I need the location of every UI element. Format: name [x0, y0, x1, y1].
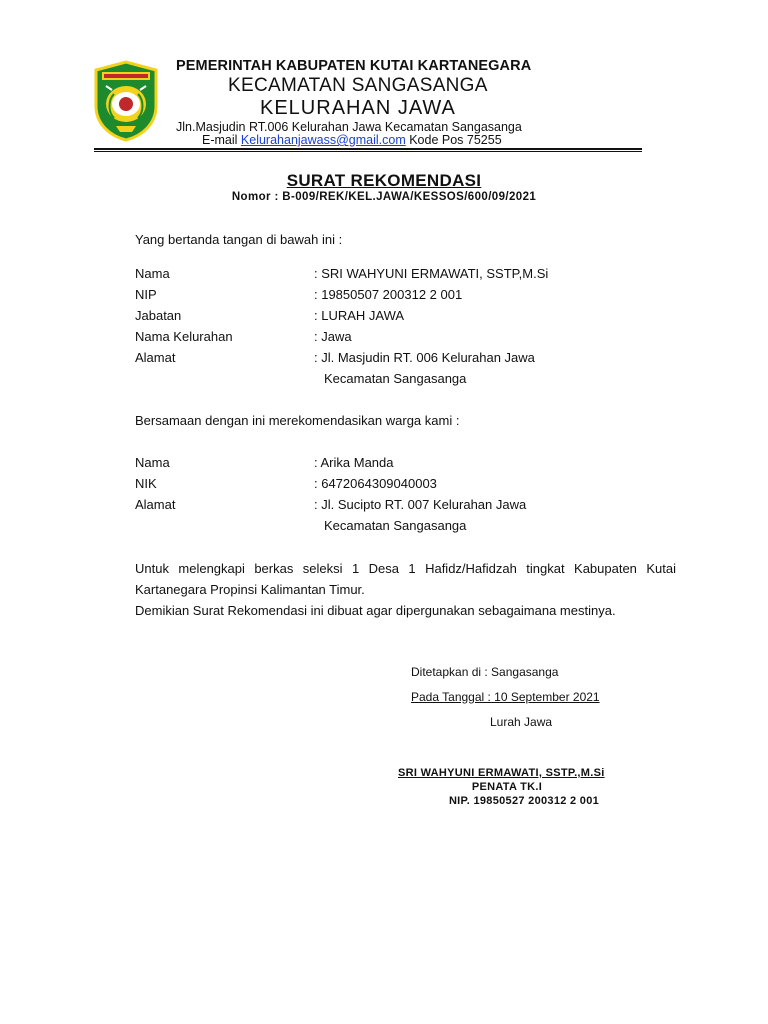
email-prefix: E-mail [202, 133, 241, 147]
purpose-paragraph: Untuk melengkapi berkas seleksi 1 Desa 1 Hafidz/Hafidzah tingkat Kabupaten Kutai Kartanegara Propinsi Kalimantan Timur. [135, 561, 676, 597]
letterhead-contact [202, 133, 502, 147]
postcode: Kode Pos 75255 [405, 133, 502, 147]
signature-place: Ditetapkan di : Sangasanga [411, 665, 559, 679]
signer-value-address: : Jl. Masjudin RT. 006 Kelurahan Jawa [314, 350, 535, 365]
citizen-value-nik: : 6472064309040003 [314, 476, 437, 491]
citizen-label-name: Nama [135, 455, 170, 470]
signer-label-name: Nama [135, 266, 170, 281]
signature-position: Lurah Jawa [490, 715, 553, 729]
letterhead-village: KELURAHAN JAWA [260, 97, 456, 119]
regency-emblem-icon [92, 60, 160, 142]
signer-value-nip: : 19850507 200312 2 001 [314, 287, 463, 302]
signature-date: Pada Tanggal : 10 September 2021 [411, 690, 600, 704]
letterhead-government: PEMERINTAH KABUPATEN KUTAI KARTANEGARA [176, 58, 532, 74]
signer-address-continued: Kecamatan Sangasanga [324, 371, 467, 386]
signer-label-nip: NIP [135, 287, 157, 302]
signer-rank: PENATA TK.I [471, 781, 543, 793]
signer-label-address: Alamat [135, 350, 176, 365]
closing-paragraph: Demikian Surat Rekomendasi ini dibuat agar dipergunakan sebagaimana mestinya. [135, 603, 616, 618]
document-title-text: SURAT REKOMENDASI [286, 171, 482, 190]
signer-name: SRI WAHYUNI ERMAWATI, SSTP.,M.Si [398, 767, 605, 779]
citizen-value-address: : Jl. Sucipto RT. 007 Kelurahan Jawa [314, 497, 527, 512]
letterhead-divider-thick [94, 148, 642, 150]
document-title [0, 171, 768, 191]
letterhead-address: Jln.Masjudin RT.006 Kelurahan Jawa Kecamatan Sangasanga [176, 120, 522, 134]
citizen-value-name: : Arika Manda [314, 455, 394, 470]
citizen-label-address: Alamat [135, 497, 176, 512]
document-number: Nomor : B-009/REK/KEL.JAWA/KESSOS/600/09/2021 [231, 191, 537, 203]
signer-label-village: Nama Kelurahan [135, 329, 233, 344]
letterhead-divider-thin [94, 151, 642, 152]
signer-label-position: Jabatan [135, 308, 182, 323]
citizen-address-continued: Kecamatan Sangasanga [324, 518, 467, 533]
recommend-intro: Bersamaan dengan ini merekomendasikan warga kami : [135, 413, 460, 428]
email-link[interactable]: Kelurahanjawass@gmail.com [240, 133, 406, 147]
letterhead-district: KECAMATAN SANGASANGA [228, 75, 488, 96]
citizen-label-nik: NIK [135, 476, 157, 491]
signer-value-name: : SRI WAHYUNI ERMAWATI, SSTP,M.Si [314, 266, 549, 281]
intro-text: Yang bertanda tangan di bawah ini : [135, 232, 343, 247]
signer-value-village: : Jawa [314, 329, 352, 344]
signer-nip: NIP. 19850527 200312 2 001 [448, 795, 600, 807]
signer-value-position: : LURAH JAWA [314, 308, 405, 323]
